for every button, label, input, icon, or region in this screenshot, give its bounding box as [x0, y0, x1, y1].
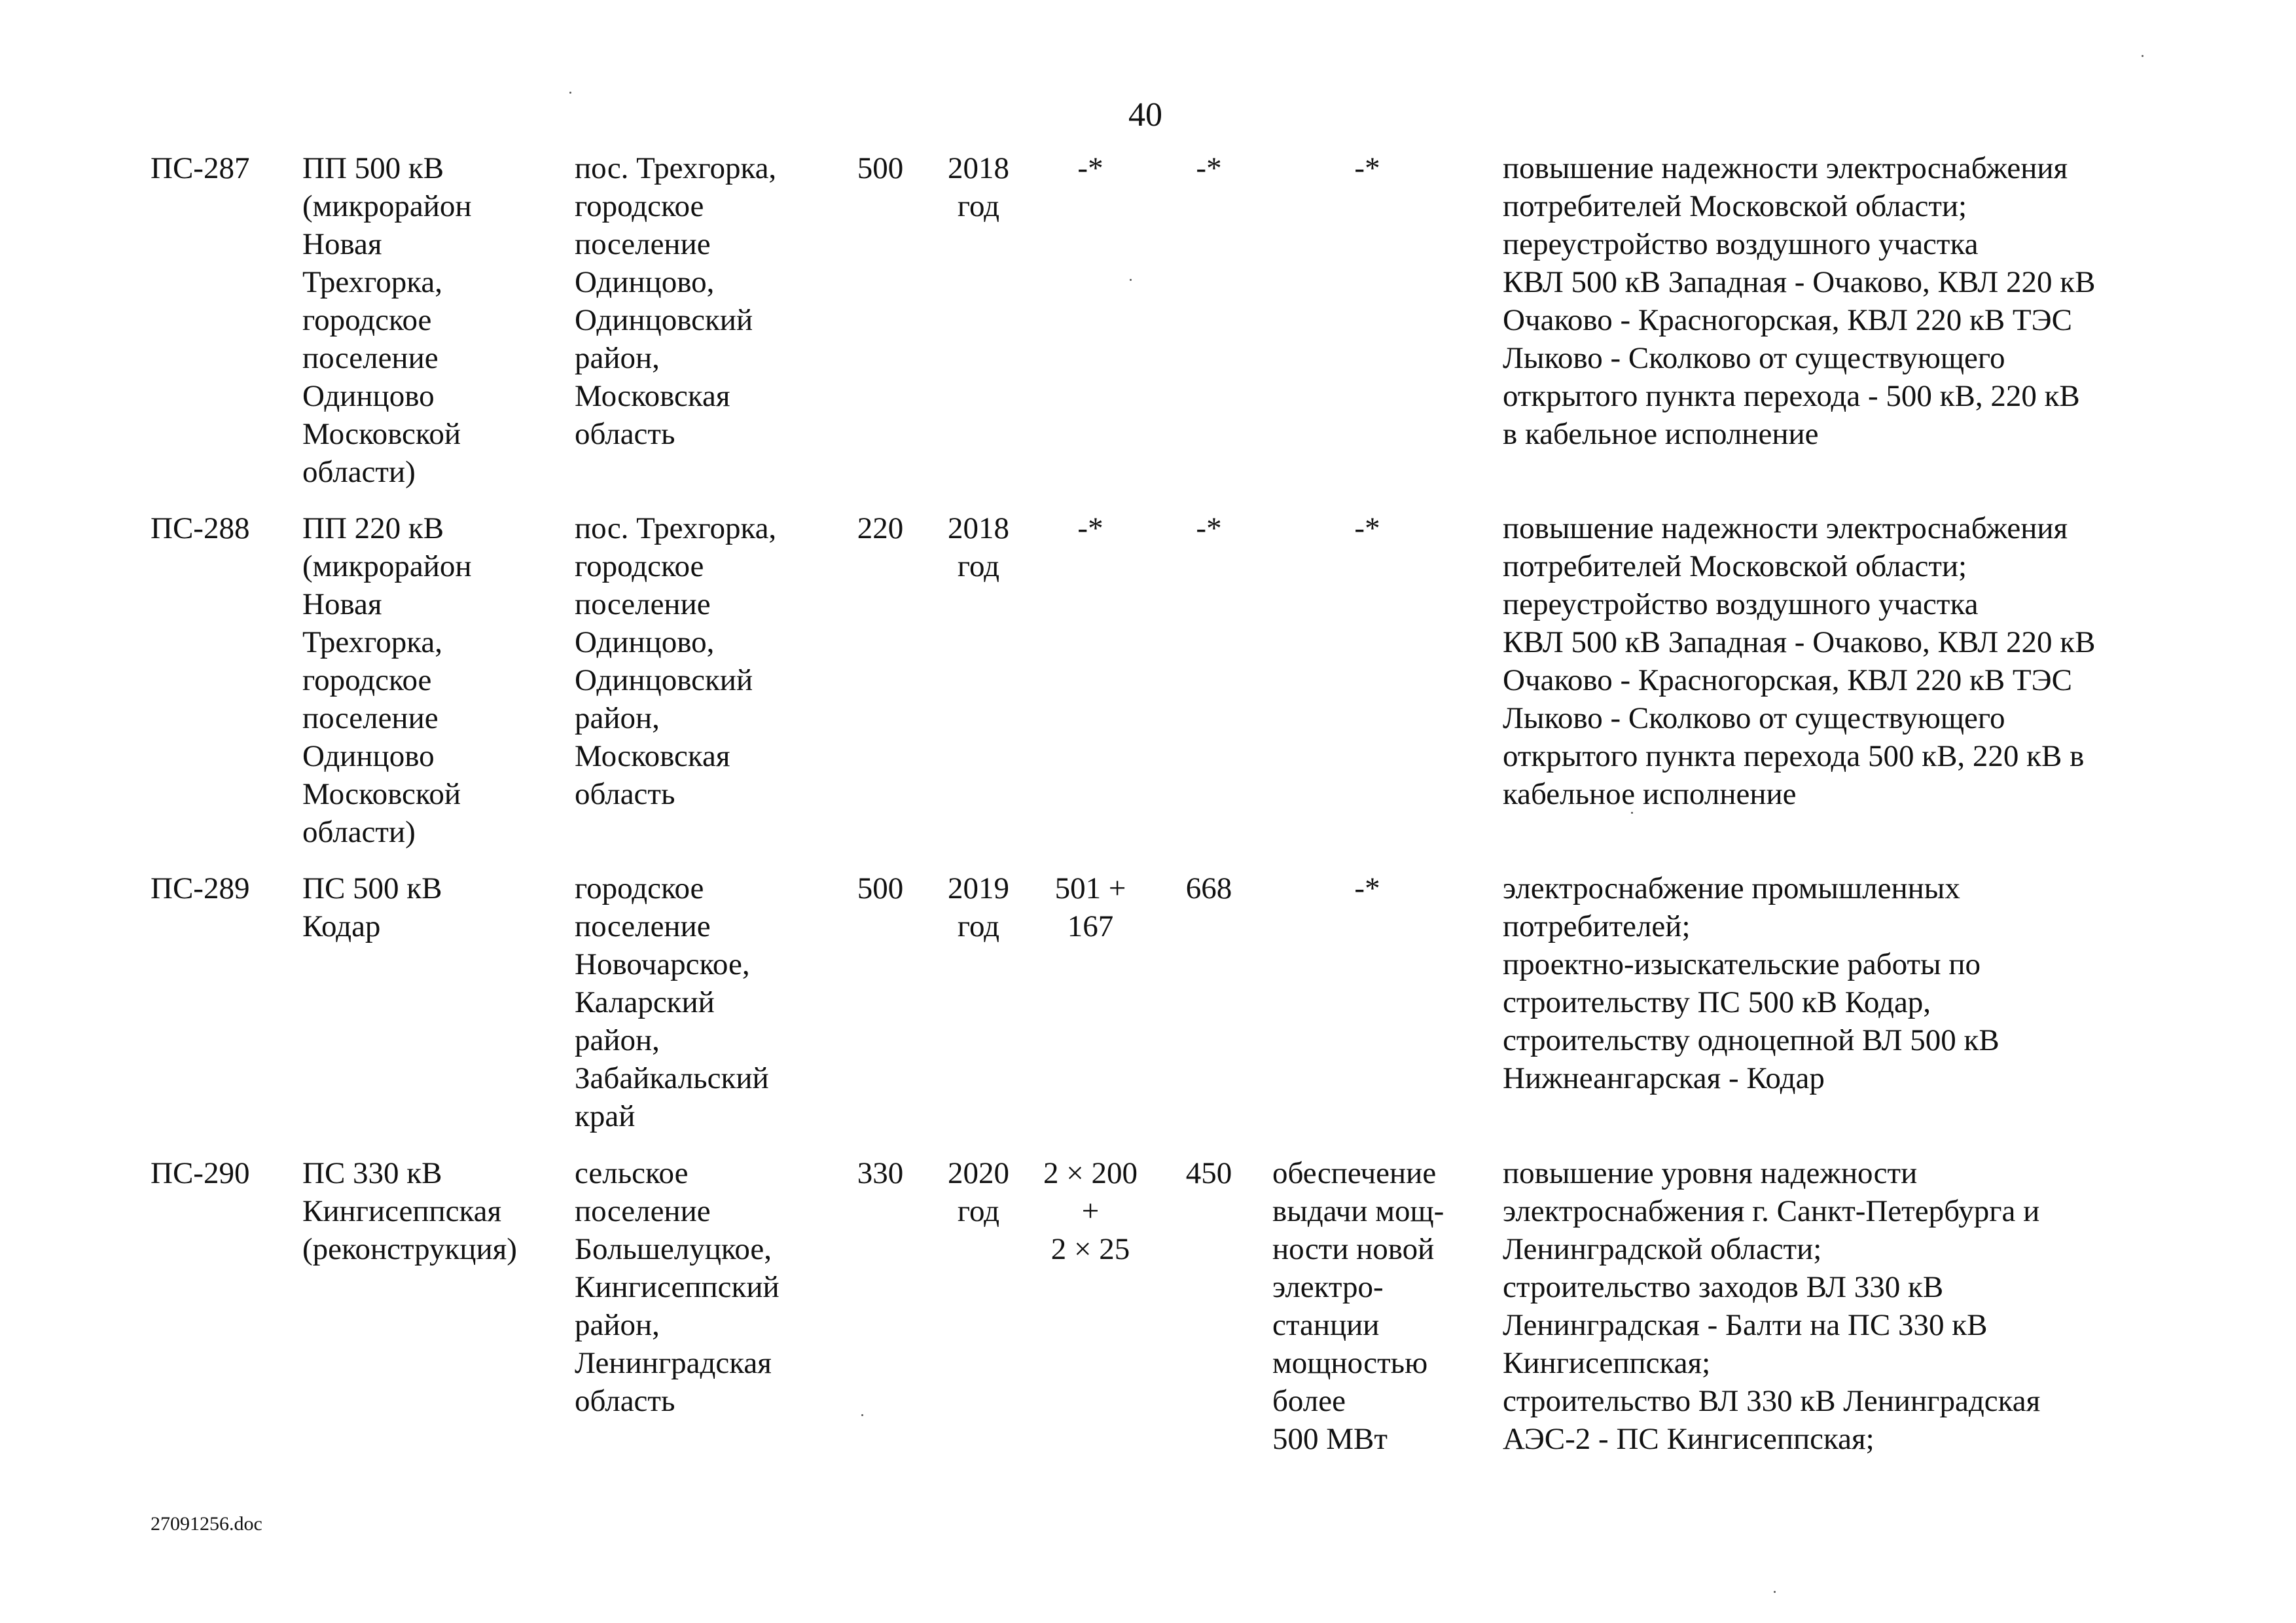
location: пос. Трехгорка, городское поселение Одинцово, Одинцовский район, Московская область — [575, 151, 777, 451]
row-id: ПС-287 — [151, 151, 250, 185]
goal: -* — [1354, 871, 1380, 905]
total-power: -* — [1196, 151, 1222, 185]
scan-speck — [1130, 279, 1132, 281]
transformer-power: -* — [1077, 151, 1103, 185]
transformer-power: -* — [1077, 511, 1103, 545]
object-name: ПП 220 кВ (микрорайон Новая Трехгорка, городское поселение Одинцово Московской области) — [302, 511, 472, 849]
total-power: -* — [1196, 511, 1222, 545]
works-description: повышение уровня надежности электроснабжения г. Санкт-Петербурга и Ленинградской области; строительство заходов ВЛ 330 кВ Ленинградская - Балти на ПС 330 кВ Кингисеппская; строительство ВЛ 330 кВ Ленинградская АЭС-2 - ПС Кингисеппская; — [1503, 1156, 2041, 1456]
location: пос. Трехгорка, городское поселение Одинцово, Одинцовский район, Московская область — [575, 511, 777, 811]
location: сельское поселение Большелуцкое, Кингисеппский район, Ленинградская область — [575, 1156, 780, 1418]
scan-speck — [569, 92, 571, 94]
total-power: 450 — [1185, 1156, 1232, 1190]
row-id: ПС-288 — [151, 511, 250, 545]
year: 2018 год — [948, 511, 1009, 583]
total-power: 668 — [1185, 871, 1232, 905]
goal: -* — [1354, 151, 1380, 185]
works-description: электроснабжение промышленных потребителей; проектно-изыскательские работы по строительству ПС 500 кВ Кодар, строительству одноцепной ВЛ 500 кВ Нижнеангарская - Кодар — [1503, 871, 2000, 1095]
goal: обеспечение выдачи мощ- ности новой электро- станции мощностью более 500 МВт — [1272, 1156, 1444, 1456]
location: городское поселение Новочарское, Каларский район, Забайкальский край — [575, 871, 769, 1133]
page-number: 40 — [1128, 96, 1162, 134]
row-id: ПС-290 — [151, 1156, 250, 1190]
voltage: 500 — [857, 871, 904, 905]
row-id: ПС-289 — [151, 871, 250, 905]
year: 2019 год — [948, 871, 1009, 943]
object-name: ПС 500 кВ Кодар — [302, 871, 442, 943]
year: 2020 год — [948, 1156, 1009, 1228]
document-filename: 27091256.doc — [151, 1513, 262, 1535]
scan-speck — [861, 1414, 863, 1416]
goal: -* — [1354, 511, 1380, 545]
transformer-power: 2 × 200 + 2 × 25 — [1043, 1156, 1138, 1266]
object-name: ПП 500 кВ (микрорайон Новая Трехгорка, городское поселение Одинцово Московской области) — [302, 151, 472, 489]
year: 2018 год — [948, 151, 1009, 223]
scan-speck — [1774, 1591, 1776, 1593]
works-description: повышение надежности электроснабжения потребителей Московской области; переустройство воздушного участка КВЛ 500 кВ Западная - Очаково, КВЛ 220 кВ Очаково - Красногорская, КВЛ 220 кВ ТЭС Лыково - Сколково от существующего открытого пункта перехода - 500 кВ, 220 кВ в кабельное исполнение — [1503, 151, 2096, 451]
scan-speck — [1631, 812, 1633, 814]
works-description: повышение надежности электроснабжения потребителей Московской области; переустройство воздушного участка КВЛ 500 кВ Западная - Очаково, КВЛ 220 кВ Очаково - Красногорская, КВЛ 220 кВ ТЭС Лыково - Сколково от существующего открытого пункта перехода 500 кВ, 220 кВ в кабельное исполнение — [1503, 511, 2096, 811]
scan-speck — [2142, 55, 2144, 57]
voltage: 330 — [857, 1156, 904, 1190]
voltage: 220 — [857, 511, 904, 545]
voltage: 500 — [857, 151, 904, 185]
transformer-power: 501 + 167 — [1054, 871, 1126, 943]
object-name: ПС 330 кВ Кингисеппская (реконструкция) — [302, 1156, 517, 1266]
